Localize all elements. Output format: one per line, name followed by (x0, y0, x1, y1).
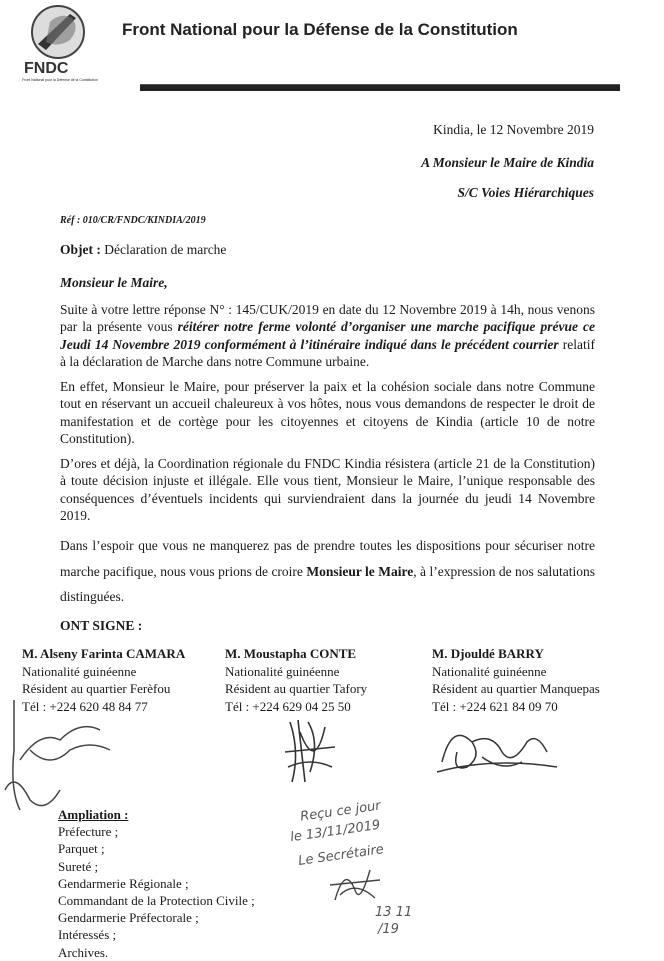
handwritten-received: Reçu ce jour (299, 798, 382, 825)
ampliation-title: Ampliation : (58, 807, 129, 822)
signatory-name: M. Moustapha CONTE (225, 646, 357, 661)
recipient-line-1: A Monsieur le Maire de Kindia (421, 155, 594, 170)
signatory-3 (432, 645, 632, 715)
p4-text-a: Dans l’espoir que vous ne manquerez pas de prendre toutes les dispositions pour sécuriser notre marche pacifique, nous vous prions de croire (60, 538, 595, 579)
signatory-nationality: Nationalité guinéenne (22, 663, 137, 679)
signatory-tel: Tél : +224 620 48 84 77 (22, 698, 148, 714)
ampliation-item: Gendarmerie Régionale ; (58, 875, 189, 891)
p1-text-c: relatif à la déclaration de Marche dans notre Commune urbaine. (60, 336, 595, 369)
signatory-name: M. Djouldé BARRY (432, 646, 544, 661)
signatory-nationality: Nationalité guinéenne (432, 663, 547, 679)
objet-value: Déclaration de marche (100, 242, 227, 257)
signature-reception-icon (325, 860, 385, 910)
handwritten-date: le 13/11/2019 (289, 817, 382, 846)
p4-text-emphasis: Monsieur le Maire (306, 563, 414, 579)
salutation: Monsieur le Maire, (60, 275, 168, 290)
p4-text-c: , à l’expression de nos salutations distinguées. (60, 563, 595, 604)
ampliation-item: Intéressés ; (58, 927, 117, 943)
objet-label: Objet : (60, 242, 101, 257)
signature-3-icon (432, 712, 562, 782)
signatories-title: ONT SIGNE : (60, 618, 143, 633)
place-date: Kindia, le 12 Novembre 2019 (433, 122, 594, 137)
objet-line (60, 242, 226, 258)
ampliation-item: Gendarmerie Préfectorale ; (58, 910, 199, 926)
p1-text-a: Suite à votre lettre réponse N° : 145/CUK/2019 en date du 12 Novembre 2019 à 14h, nous venons par la présente vous (60, 302, 595, 335)
p1-text-emphasis: réitérer notre ferme volonté d’organiser une marche pacifique prévue ce Jeudi 14 Novembre 2019 conformément à l’itinéraire indiqué dans le précédent courrier (60, 319, 595, 352)
paragraph-1 (60, 301, 595, 370)
signatory-residence: Résident au quartier Ferèfou (22, 681, 171, 696)
ampliation-item: Parquet ; (58, 841, 105, 857)
signature-2-icon (280, 712, 340, 792)
handwritten-day: 13 11 (375, 905, 413, 920)
signatory-tel: Tél : +224 629 04 25 50 (225, 698, 351, 714)
paragraph-3: D’ores et déjà, la Coordination régionale du FNDC Kindia résistera (article 21 de la Constitution) à toute décision injuste et illégale. Elle vous tient, Monsieur le Maire, l’unique responsable des conséquences d’éventuels incidents qui surviendraient dans la journée du jeudi 14 Novembre 2019. (60, 456, 595, 523)
organization-title: Front National pour la Défense de la Constitution (122, 20, 518, 39)
logo-subtitle: Front National pour la Défense de la Constitution (22, 78, 98, 82)
handwritten-year: /19 (378, 922, 399, 937)
paragraph-2: En effet, Monsieur le Maire, pour préserver la paix et la cohésion sociale dans notre Commune tout en réservant un accueil chaleureux à vos hôtes, nous vous demandons de respecter le droit de manifestation et de cortège pour les citoyennes et citoyens de Kindia (article 10 de notre Constitution). (60, 379, 595, 446)
handwritten-secretary: Le Secrétaire (297, 842, 385, 869)
logo-text: FNDC (24, 60, 69, 77)
fndc-logo (10, 4, 110, 84)
header-divider (140, 84, 620, 91)
ampliation-item: Sureté ; (58, 858, 99, 874)
signatory-nationality: Nationalité guinéenne (225, 663, 340, 679)
signatory-tel: Tél : +224 621 84 09 70 (432, 698, 558, 714)
signatory-residence: Résident au quartier Tafory (225, 681, 368, 696)
recipient-line-2: S/C Voies Hiérarchiques (457, 185, 594, 200)
ampliation-item: Commandant de la Protection Civile ; (58, 893, 255, 909)
paragraph-4 (60, 533, 595, 610)
ampliation-item: Préfecture ; (58, 824, 119, 840)
ampliation-block (58, 806, 255, 961)
signatory-name: M. Alseny Farinta CAMARA (22, 646, 186, 661)
signatory-residence: Résident au quartier Manquepas (432, 681, 600, 696)
ampliation-item: Archives. (58, 944, 109, 960)
signature-1-icon (0, 690, 120, 820)
logo-emblem-icon (10, 4, 110, 64)
signatory-2 (225, 645, 425, 715)
reference: Réf : 010/CR/FNDC/KINDIA/2019 (60, 215, 206, 226)
